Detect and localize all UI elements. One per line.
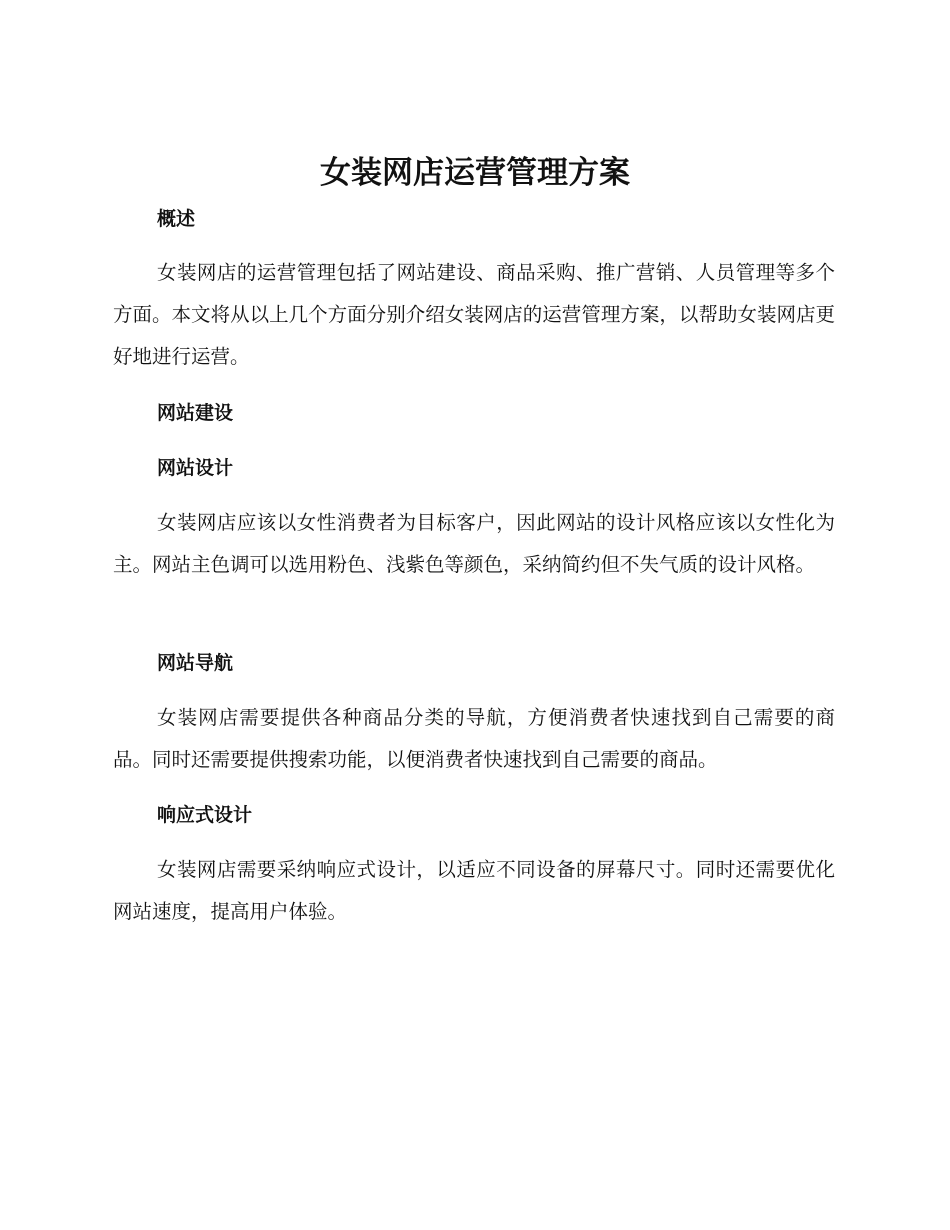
section-heading-responsive-design: 响应式设计 xyxy=(157,804,253,826)
section-paragraph-site-navigation: 女装网店需要提供各种商品分类的导航，方便消费者快速找到自己需要的商品。同时还需要提供搜索功能，以便消费者快速找到自己需要的商品。 xyxy=(113,706,835,771)
section-heading-site-building: 网站建设 xyxy=(157,402,234,424)
section-paragraph-responsive-design: 女装网店需要采纳响应式设计，以适应不同设备的屏幕尺寸。同时还需要优化网站速度，提高用户体验。 xyxy=(113,858,835,923)
section-heading-overview: 概述 xyxy=(157,208,196,230)
section-paragraph-overview: 女装网店的运营管理包括了网站建设、商品采购、推广营销、人员管理等多个方面。本文将从以上几个方面分别介绍女装网店的运营管理方案，以帮助女装网店更好地进行运营。 xyxy=(113,261,835,368)
section-paragraph-site-design: 女装网店应该以女性消费者为目标客户，因此网站的设计风格应该以女性化为主。网站主色调可以选用粉色、浅紫色等颜色，采纳简约但不失气质的设计风格。 xyxy=(113,511,835,576)
document-title: 女装网店运营管理方案 xyxy=(320,155,630,191)
section-heading-site-design: 网站设计 xyxy=(157,457,234,479)
section-heading-site-navigation: 网站导航 xyxy=(157,652,234,674)
